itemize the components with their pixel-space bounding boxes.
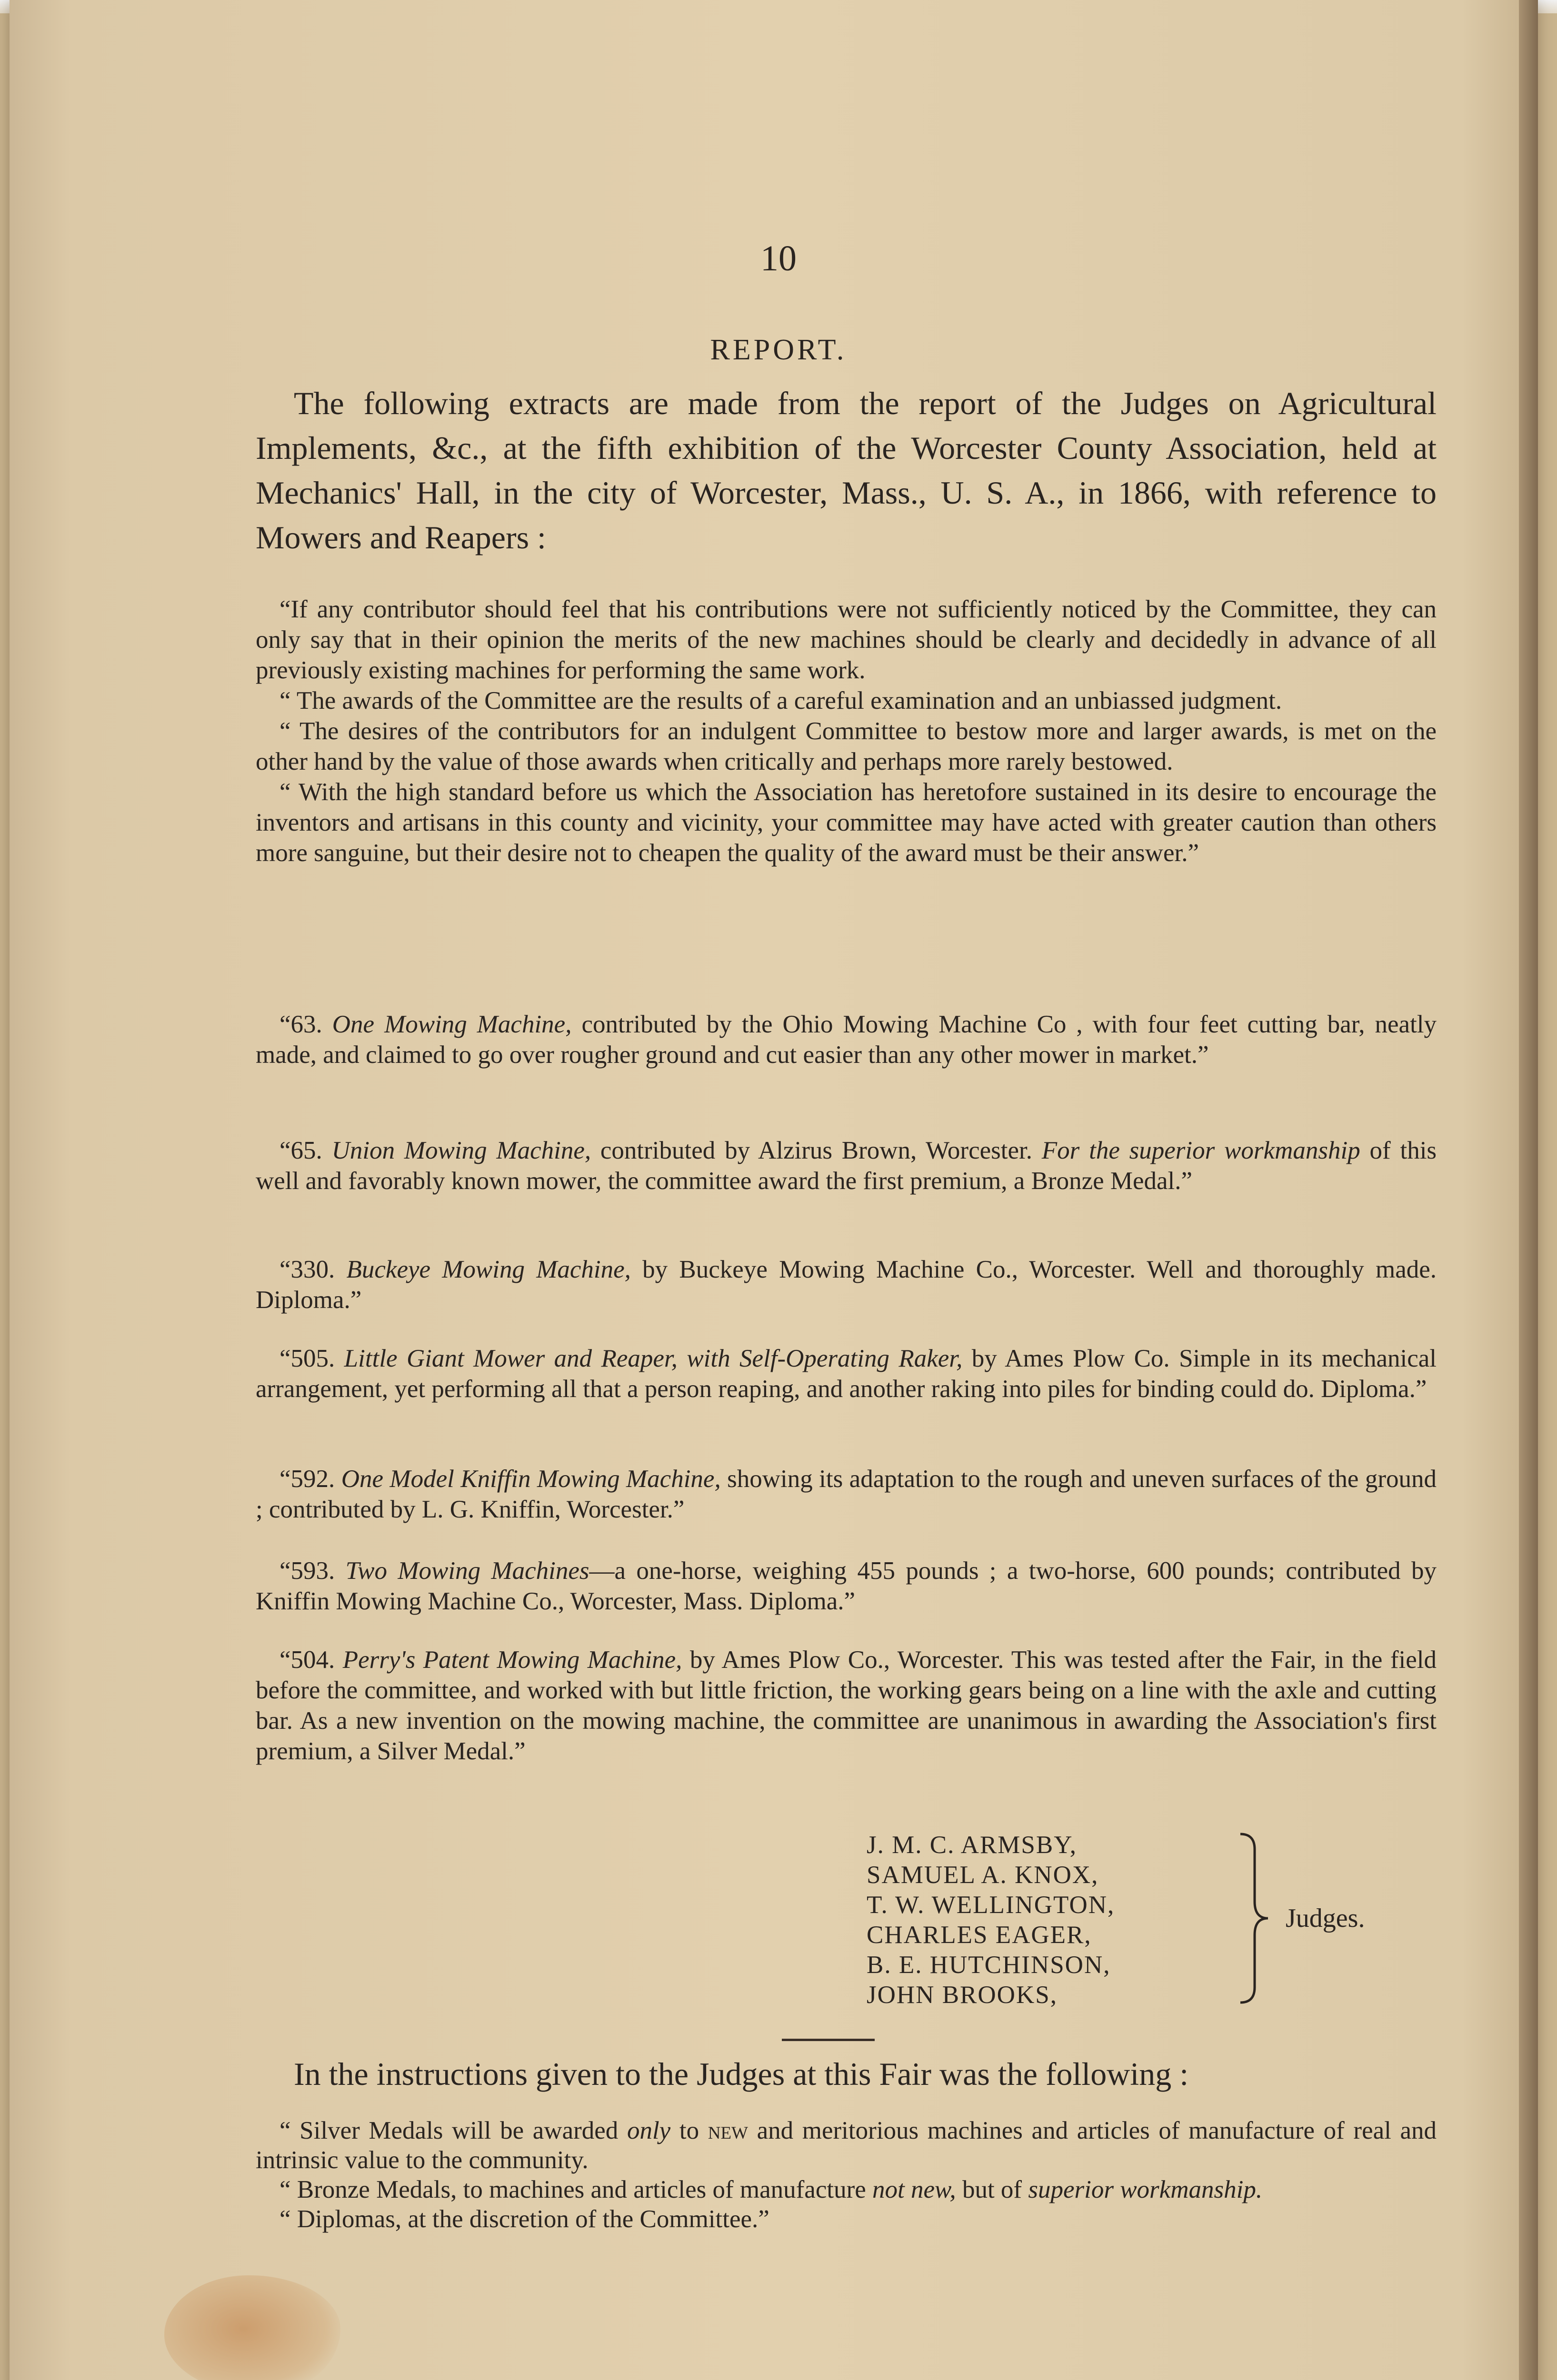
judge-name: JOHN BROOKS,	[867, 1981, 1058, 2009]
entry-emphasis: For the superior workmanship	[1041, 1137, 1360, 1164]
entry-number: “330.	[279, 1256, 335, 1283]
entry-title: Two Mowing Machines	[345, 1557, 589, 1585]
quote-paragraph: “If any contributor should feel that his contributions were not sufficiently noticed by the Committee, they can only say that in their opinion the merits of the new machines should be clearly and decidedly in advance of all previously existing machines for performing the same work.	[256, 595, 1437, 684]
judge-name: T. W. WELLINGTON,	[867, 1891, 1115, 1919]
entry-504	[256, 1645, 1437, 1766]
page-number: 10	[760, 238, 797, 278]
entry-63	[256, 1009, 1437, 1070]
quote-paragraph: “ With the high standard before us which the Association has heretofore sustained in its desire to encourage the inventors and artisans in this county and vicinity, your committee may have acted with greater caution than others more sanguine, but their desire not to cheapen the quality of the award must be their answer.”	[256, 778, 1437, 867]
entry-body: contributed by the Ohio Mowing Machine Co , with four feet cutting bar, neatly made, and claimed to go over rougher ground and cut easier than any other mower in market.”	[256, 1011, 1437, 1069]
judge-name: J. M. C. ARMSBY,	[867, 1831, 1077, 1859]
judge-name: B. E. HUTCHINSON,	[867, 1951, 1111, 1979]
entry-body: by Ames Plow Co. Simple in its mechanical arrangement, yet performing all that a person reaping, and another raking into piles for binding could do. Diploma.”	[256, 1345, 1437, 1403]
judges-list	[867, 1830, 1276, 2010]
entry-505	[256, 1343, 1437, 1404]
entry-title: Perry's Patent Mowing Machine,	[342, 1646, 682, 1674]
intro-paragraph: The following extracts are made from the report of the Judges on Agricultural Implements, &c., at the fifth exhibition of the Worcester County Association, held at Mechanics' Hall, in the city of Worcester, Mass., U. S. A., in 1866, with reference to Mowers and Reapers :	[256, 385, 1437, 555]
page-title: REPORT.	[710, 334, 847, 366]
entry-592	[256, 1464, 1437, 1525]
diplomas-note: “ Diplomas, at the discretion of the Committee.”	[279, 2205, 769, 2233]
water-stain	[164, 2275, 340, 2380]
note-emphasis: superior workmanship.	[1028, 2176, 1263, 2203]
entry-title: One Model Kniffin Mowing Machine,	[341, 1465, 721, 1493]
entry-title: Little Giant Mower and Reaper, with Self-Operating Raker,	[344, 1345, 963, 1372]
entry-593	[256, 1556, 1437, 1616]
entry-body: showing its adaptation to the rough and uneven surfaces of the ground ; contributed by L. G. Kniffin, Worcester.”	[256, 1465, 1437, 1523]
entry-number: “63.	[279, 1011, 322, 1038]
quote-paragraph: “ The desires of the contributors for an indulgent Committee to bestow more and larger awards, is met on the other hand by the value of those awards when critically and perhaps more rarely bestowed.	[256, 717, 1437, 775]
entry-number: “505.	[279, 1345, 335, 1372]
note-emphasis: new	[708, 2117, 748, 2144]
entry-body: —a one-horse, weighing 455 pounds ; a two-horse, 600 pounds; contributed by Kniffin Mowing Machine Co., Worcester, Mass. Diploma.”	[256, 1557, 1437, 1615]
entry-number: “592.	[279, 1465, 335, 1493]
entry-body: contributed by Alzirus Brown, Worcester.	[600, 1137, 1032, 1164]
entry-body-rest: of this well and favorably known mower, the committee award the first premium, a Bronze Medal.”	[256, 1137, 1437, 1195]
silver-medal-note	[256, 2116, 1437, 2175]
note-emphasis: only	[627, 2117, 671, 2144]
entry-body: by Buckeye Mowing Machine Co., Worcester. Well and thoroughly made. Diploma.”	[256, 1256, 1437, 1314]
instructions-paragraph: In the instructions given to the Judges at this Fair was the following :	[294, 2056, 1189, 2092]
committee-quote	[256, 594, 1437, 868]
judge-name: SAMUEL A. KNOX,	[867, 1861, 1099, 1889]
entry-number: “593.	[279, 1557, 335, 1585]
entry-title: One Mowing Machine,	[332, 1011, 572, 1038]
entry-title: Union Mowing Machine,	[331, 1137, 591, 1164]
section-divider	[782, 2039, 875, 2041]
note-text: but of	[962, 2176, 1022, 2203]
entry-330	[256, 1254, 1437, 1315]
note-emphasis: not new,	[872, 2176, 956, 2203]
quote-paragraph: “ The awards of the Committee are the results of a careful examination and an unbiassed judgment.	[279, 687, 1282, 714]
note-text: and meritorious machines and articles of manufacture of real and intrinsic value to the community.	[256, 2117, 1437, 2174]
note-text: “ Silver Medals will be awarded	[279, 2117, 619, 2144]
judge-name: CHARLES EAGER,	[867, 1921, 1092, 1949]
entry-title: Buckeye Mowing Machine,	[346, 1256, 631, 1283]
entry-number: “504.	[279, 1646, 335, 1674]
entry-body: by Ames Plow Co., Worcester. This was tested after the Fair, in the field before the committee, and worked with but little friction, the working gears being on a line with the axle and cutting bar. As a new invention on the mowing machine, the committee are unanimous in awarding the Association's first premium, a Silver Medal.”	[256, 1646, 1437, 1765]
entry-number: “65.	[279, 1137, 322, 1164]
note-text: “ Bronze Medals, to machines and articles of manufacture	[279, 2176, 866, 2203]
bronze-medal-note	[256, 2175, 1437, 2204]
note-text: to	[679, 2117, 699, 2144]
entry-65	[256, 1135, 1437, 1196]
judges-label: Judges.	[1286, 1904, 1365, 1933]
award-notes	[256, 2116, 1437, 2234]
curly-brace-icon	[1236, 1830, 1274, 2006]
